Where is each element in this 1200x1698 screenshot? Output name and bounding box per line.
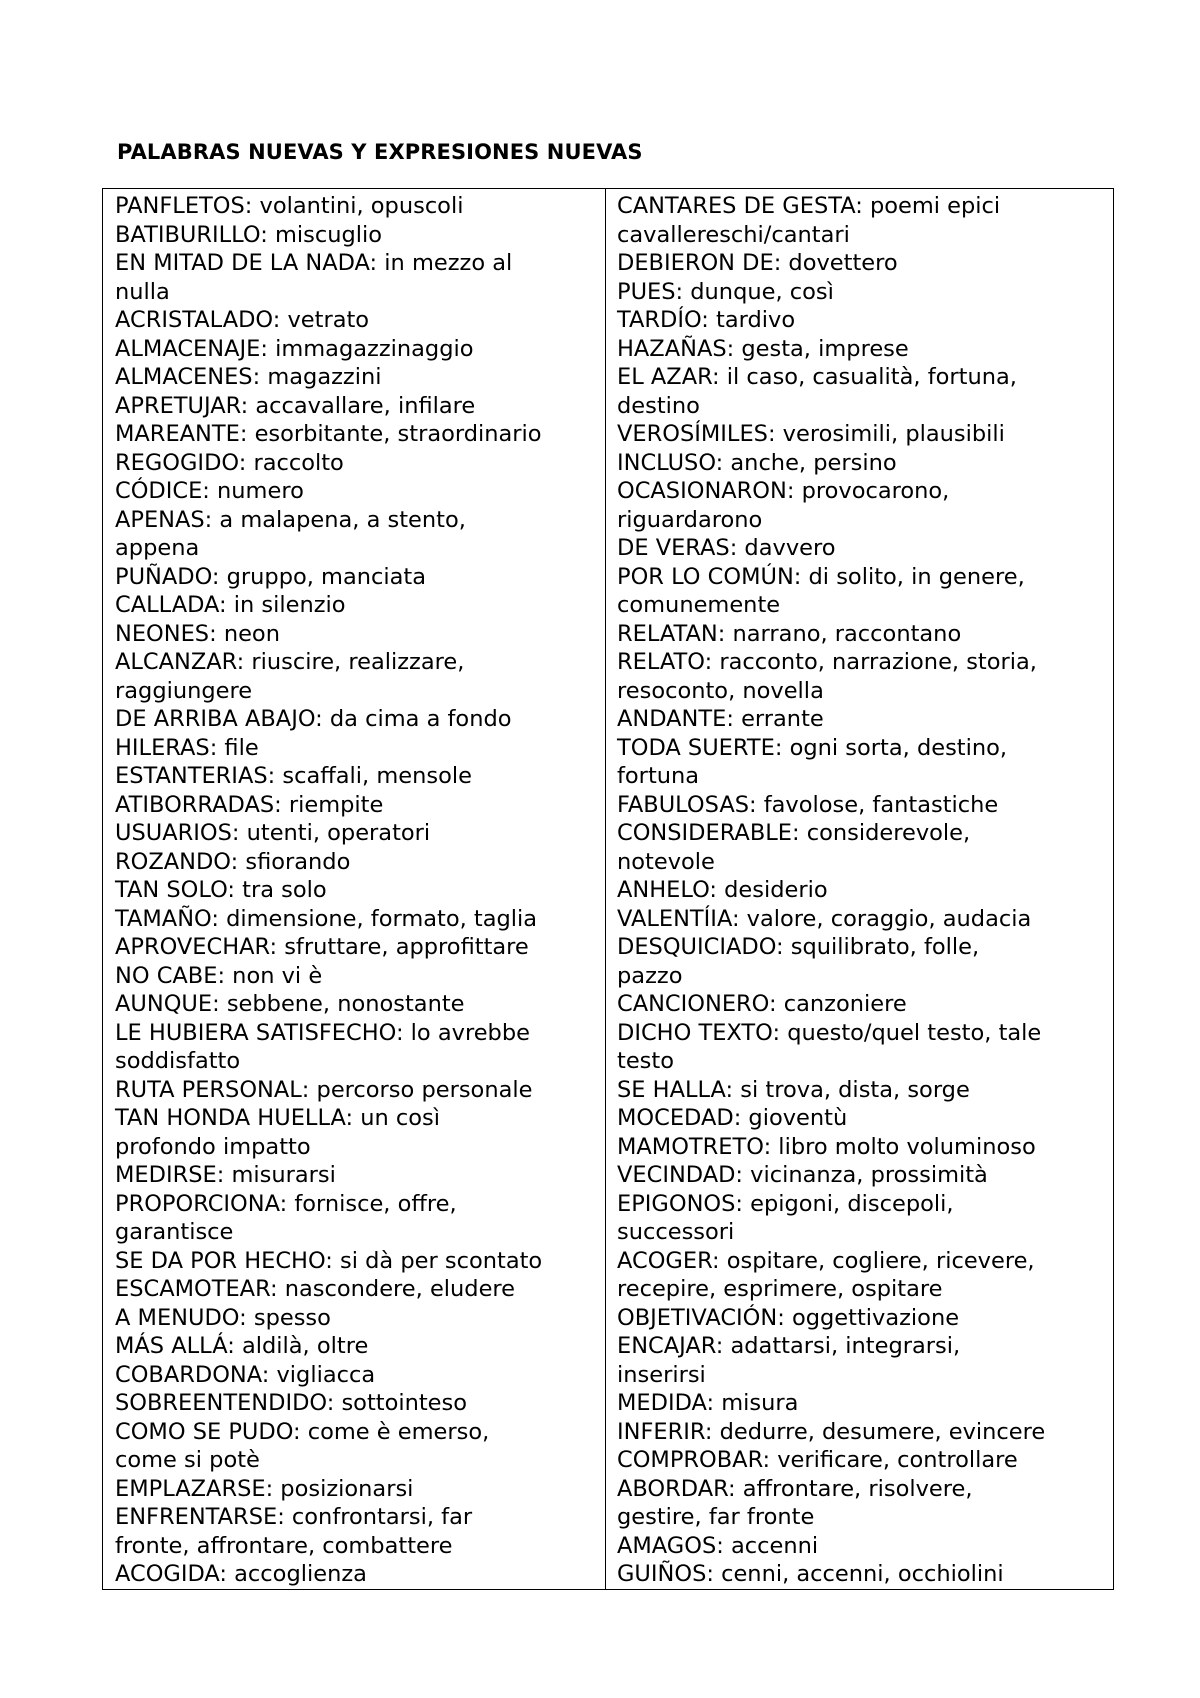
list-item: COBARDONA: vigliacca [115,1361,376,1388]
list-item: RELATAN: narrano, raccontano [617,620,962,647]
list-item: VEROSÍMILES: verosimili, plausibili [617,421,1005,447]
list-item: ACOGER: ospitare, cogliere, ricevere, recepire, esprimere, ospitare [617,1247,1035,1302]
list-item: INFERIR: dedurre, desumere, evincere [617,1418,1046,1445]
list-item: DE ARRIBA ABAJO: da cima a fondo [115,706,512,732]
list-item: USUARIOS: utenti, operatori [115,820,431,846]
list-item: GUIÑOS: cenni, accenni, occhiolini [617,1561,1004,1587]
list-item: ESTANTERIAS: scaffali, mensole [115,763,472,789]
list-item: EL AZAR: il caso, casualità, fortuna, destino [617,364,1017,419]
list-item: TAN SOLO: tra solo [115,877,327,903]
list-item: EMPLAZARSE: posizionarsi [115,1475,414,1502]
list-item: CANCIONERO: canzoniere [617,991,907,1017]
list-item: OCASIONARON: provocarono, riguardarono [617,478,950,533]
list-item: ABORDAR: affrontare, risolvere, gestire, far fronte [617,1475,973,1530]
list-item: ENFRENTARSE: confrontarsi, far fronte, affrontare, combattere [115,1504,473,1559]
list-item: TARDÍO: tardivo [617,307,796,333]
list-item: CALLADA: in silenzio [115,592,346,618]
list-item: ATIBORRADAS: riempite [115,791,384,818]
vocabulary-table [102,188,1114,1590]
list-item: DESQUICIADO: squilibrato, folle, pazzo [617,934,980,989]
list-item: ENCAJAR: adattarsi, integrarsi, inserirsi [617,1333,961,1388]
list-item: TODA SUERTE: ogni sorta, destino, fortuna [617,734,1008,789]
list-item: REGOGIDO: raccolto [115,449,344,476]
list-item: PUÑADO: gruppo, manciata [115,563,427,590]
list-item: PANFLETOS: volantini, opuscoli [115,193,464,219]
list-item: ROZANDO: sfiorando [115,848,351,875]
list-item: ANHELO: desiderio [617,877,828,903]
list-item: ALCANZAR: riuscire, realizzare, raggiungere [115,649,465,704]
list-item: SE HALLA: si trova, dista, sorge [617,1076,970,1103]
list-item: COMO SE PUDO: come è emerso, come si potè [115,1418,490,1473]
left-column [103,189,606,1590]
list-item: MEDIDA: misura [617,1390,799,1416]
list-item: EN MITAD DE LA NADA: in mezzo al nulla [115,250,513,305]
list-item: TAN HONDA HUELLA: un così profondo impatto [115,1105,441,1160]
list-item: ANDANTE: errante [617,706,824,732]
list-item: APRETUJAR: accavallare, infilare [115,392,476,419]
list-item: HAZAÑAS: gesta, imprese [617,335,909,362]
list-item: NO CABE: non vi è [115,962,323,989]
list-item: MOCEDAD: gioventù [617,1105,848,1131]
list-item: MAMOTRETO: libro molto voluminoso [617,1133,1036,1160]
list-item: LE HUBIERA SATISFECHO: lo avrebbe soddisfatto [115,1019,530,1074]
list-item: AUNQUE: sebbene, nonostante [115,991,465,1017]
list-item: MEDIRSE: misurarsi [115,1162,336,1188]
list-item: ESCAMOTEAR: nascondere, eludere [115,1276,516,1302]
list-item: SOBREENTENDIDO: sottointeso [115,1390,468,1416]
list-item: HILERAS: file [115,734,259,761]
list-item: ACOGIDA: accoglienza [115,1561,367,1587]
list-item: INCLUSO: anche, persino [617,449,897,476]
list-item: PROPORCIONA: fornisce, offre, garantisce [115,1190,457,1245]
list-item: A MENUDO: spesso [115,1304,331,1331]
list-item: NEONES: neon [115,620,280,647]
list-item: COMPROBAR: verificare, controllare [617,1447,1018,1473]
list-item: APENAS: a malapena, a stento, appena [115,506,466,561]
list-item: RELATO: racconto, narrazione, storia, resoconto, novella [617,649,1037,704]
list-item: POR LO COMÚN: di solito, in genere, comunemente [617,563,1025,618]
list-item: DICHO TEXTO: questo/quel testo, tale testo [617,1019,1042,1074]
list-item: VALENTÍIA: valore, coraggio, audacia [617,905,1032,932]
list-item: EPIGONOS: epigoni, discepoli, successori [617,1190,954,1245]
list-item: DE VERAS: davvero [617,535,836,561]
list-item: MÁS ALLÁ: aldilà, oltre [115,1333,369,1359]
list-item: TAMAÑO: dimensione, formato, taglia [115,905,538,932]
page-title: PALABRAS NUEVAS Y EXPRESIONES NUEVAS [117,140,643,164]
list-item: BATIBURILLO: miscuglio [115,221,383,248]
list-item: OBJETIVACIÓN: oggettivazione [617,1304,960,1331]
list-item: DEBIERON DE: dovettero [617,250,898,276]
list-item: AMAGOS: accenni [617,1532,819,1559]
table-row [103,189,1114,1590]
list-item: CÓDICE: numero [115,478,304,504]
list-item: VECINDAD: vicinanza, prossimità [617,1162,988,1188]
list-item: MAREANTE: esorbitante, straordinario [115,421,542,447]
list-item: CANTARES DE GESTA: poemi epici cavallereschi/cantari [617,193,1001,248]
list-item: FABULOSAS: favolose, fantastiche [617,791,999,818]
list-item: RUTA PERSONAL: percorso personale [115,1076,533,1103]
list-item: CONSIDERABLE: considerevole, notevole [617,820,971,875]
list-item: APROVECHAR: sfruttare, approfittare [115,934,529,960]
list-item: ACRISTALADO: vetrato [115,307,370,333]
list-item: SE DA POR HECHO: si dà per scontato [115,1247,543,1274]
list-item: PUES: dunque, così [617,278,834,305]
list-item: ALMACENES: magazzini [115,364,382,390]
right-column [606,189,1114,1590]
list-item: ALMACENAJE: immagazzinaggio [115,335,474,362]
